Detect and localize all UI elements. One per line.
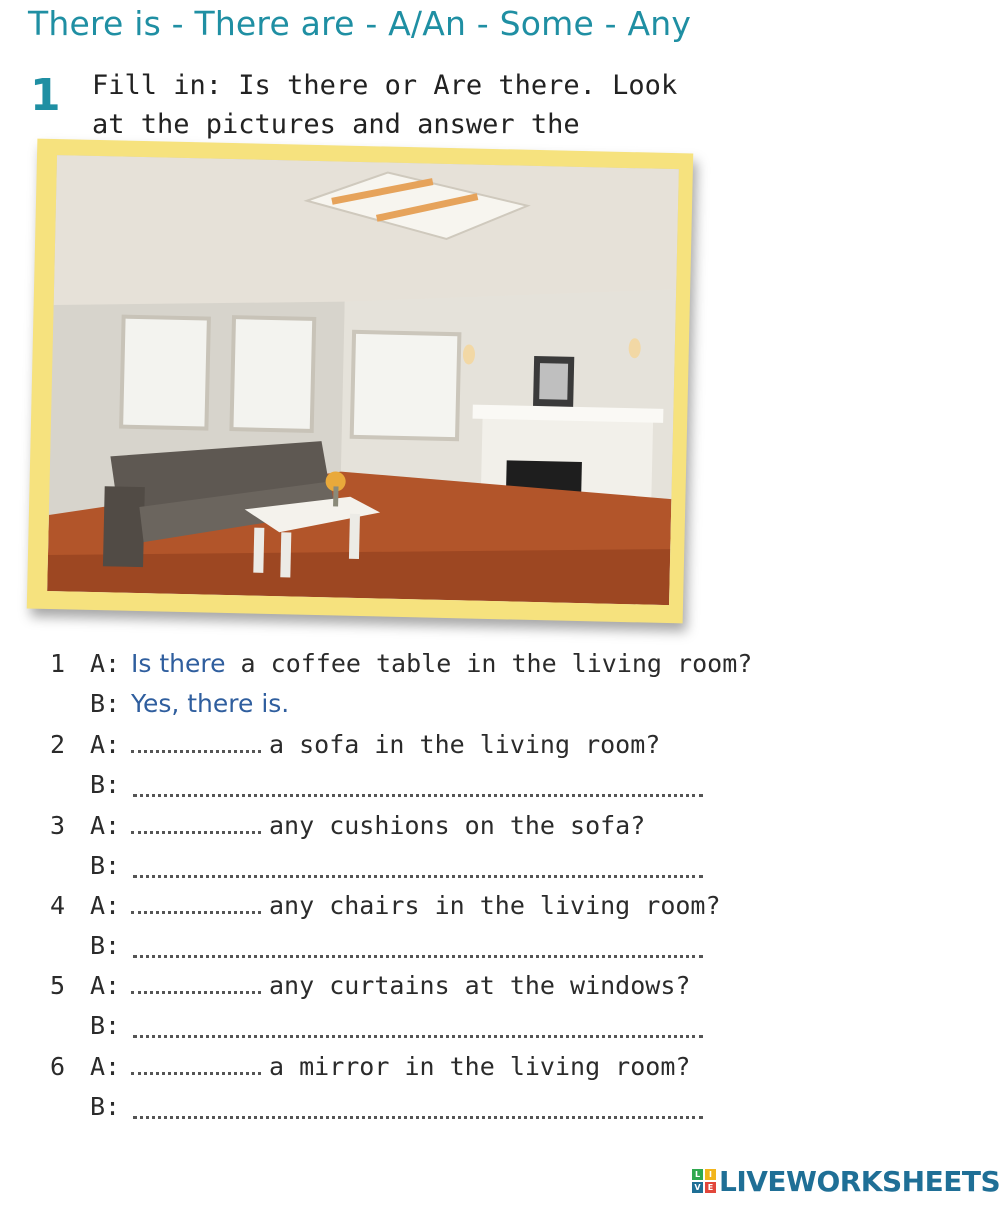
living-room-picture-frame — [27, 139, 693, 624]
question-number: 1 — [50, 649, 66, 678]
exercise-number: 1 — [30, 70, 61, 121]
page-title: There is - There are - A/An - Some - Any — [28, 4, 692, 43]
question-number: 4 — [50, 891, 66, 920]
question-text: any chairs in the living room? — [269, 891, 721, 920]
question-1-a-text — [131, 646, 752, 682]
logo-mark-letter: L — [692, 1169, 703, 1180]
question-number: 6 — [50, 1052, 66, 1081]
answer-blank-a[interactable] — [131, 893, 261, 914]
logo-mark-letter: V — [692, 1182, 703, 1193]
speaker-b-label: B: — [90, 1011, 121, 1040]
speaker-b-label: B: — [90, 851, 121, 880]
question-number: 5 — [50, 971, 66, 1000]
speaker-a-label: A: — [90, 811, 121, 840]
speaker-a-label: A: — [90, 971, 121, 1000]
answer-blank-b[interactable] — [133, 1094, 703, 1119]
logo-mark-icon — [692, 1169, 716, 1193]
logo-text: LIVEWORKSHEETS — [719, 1164, 1000, 1198]
question-text: a mirror in the living room? — [269, 1052, 691, 1081]
living-room-photo — [47, 155, 679, 605]
speaker-a-label: A: — [90, 649, 121, 678]
question-text: a sofa in the living room? — [269, 730, 661, 759]
question-5-a-text — [131, 968, 690, 1004]
speaker-a-label: A: — [90, 891, 121, 920]
question-text: any curtains at the windows? — [269, 971, 691, 1000]
example-answer: Is there — [131, 649, 226, 678]
question-text: any cushions on the sofa? — [269, 811, 646, 840]
logo-mark-letter: E — [705, 1182, 716, 1193]
exercise-instruction: Fill in: Is there or Are there. Look at the pictures and answer the — [92, 70, 678, 140]
question-6-a-text — [131, 1049, 690, 1085]
answer-blank-b[interactable] — [133, 1013, 703, 1038]
speaker-b-label: B: — [90, 770, 121, 799]
question-2-a-text — [131, 727, 660, 763]
answer-blank-b[interactable] — [133, 853, 703, 878]
answer-blank-b[interactable] — [133, 772, 703, 797]
speaker-b-label: B: — [90, 1092, 121, 1121]
example-answer-b: Yes, there is. — [131, 689, 290, 718]
question-3-a-text — [131, 808, 645, 844]
question-4-a-text — [131, 888, 721, 924]
logo-mark-letter: I — [705, 1169, 716, 1180]
answer-blank-a[interactable] — [131, 973, 261, 994]
question-text: a coffee table in the living room? — [240, 649, 753, 678]
liveworksheets-logo — [692, 1166, 1000, 1196]
answer-blank-a[interactable] — [131, 732, 261, 753]
answer-blank-a[interactable] — [131, 1054, 261, 1075]
question-number: 2 — [50, 730, 66, 759]
answer-blank-b[interactable] — [133, 933, 703, 958]
speaker-b-label: B: — [90, 931, 121, 960]
speaker-a-label: A: — [90, 730, 121, 759]
speaker-b-label: B: — [90, 689, 121, 718]
speaker-a-label: A: — [90, 1052, 121, 1081]
answer-blank-a[interactable] — [131, 813, 261, 834]
question-number: 3 — [50, 811, 66, 840]
